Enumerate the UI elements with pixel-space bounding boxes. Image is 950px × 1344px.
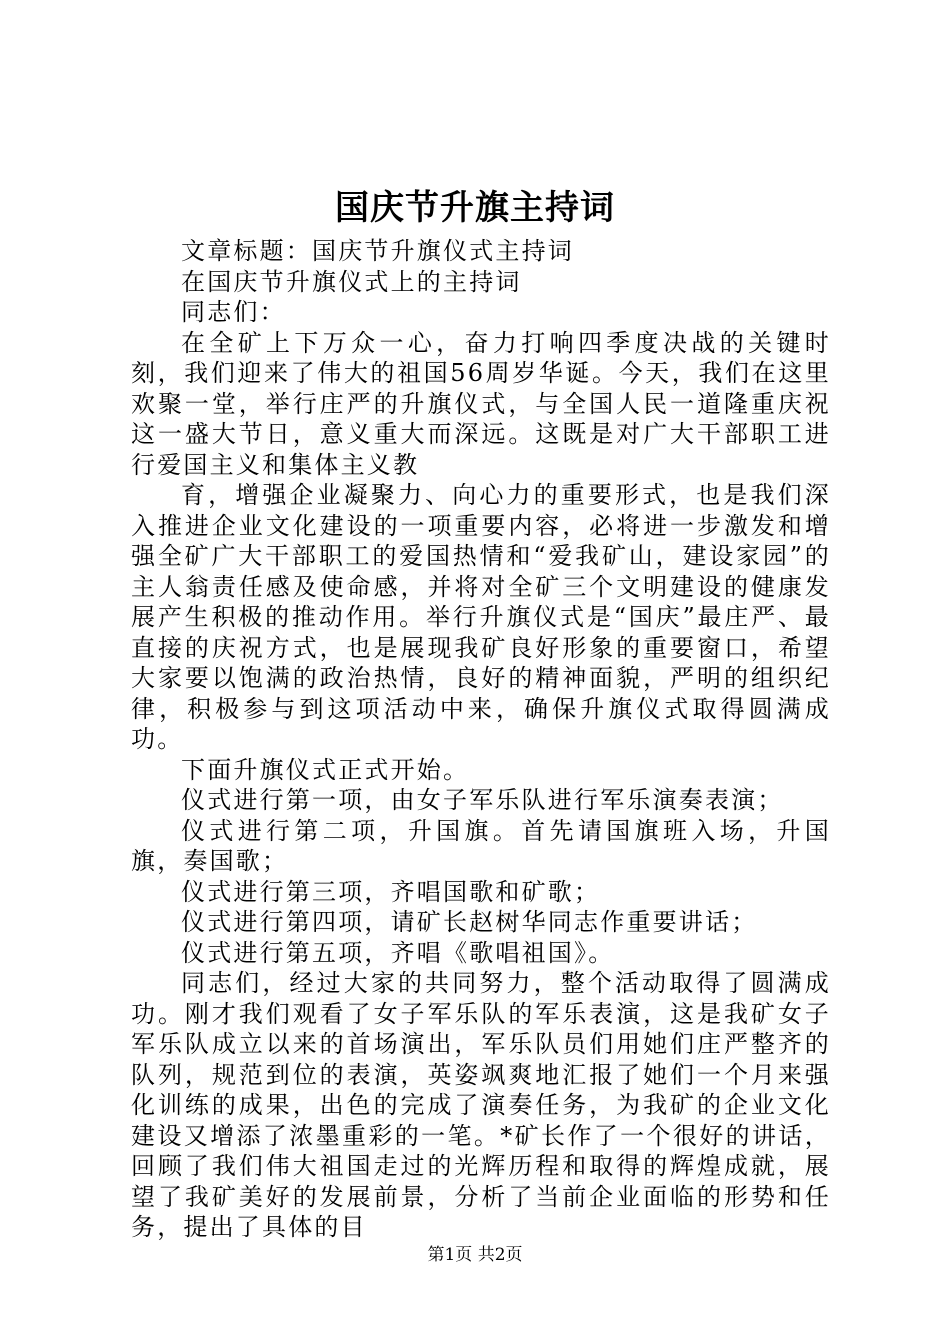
paragraph-ceremony-start: 下面升旗仪式正式开始。 (181, 755, 470, 784)
paragraph-item-4: 仪式进行第四项，请矿长赵树华同志作重要讲话； (181, 908, 758, 936)
paragraph-purpose: 育，增强企业凝聚力、向心力的重要形式，也是我们深入推进企业文化建设的一项重要内容，必将进一步激发和增强全矿广大干部职工的爱国热情和“爱我矿山，建设家园”的主人翁责任感及使命感，并将对全矿三个文明建设的健康发展产生积极的推动作用。举行升旗仪式是“国庆”最庄严、最直接的庆祝方式，也是展现我矿良好形象的重要窗口，希望大家要以饱满的政治热情，良好的精神面貌，严明的组织纪律，积极参与到这项活动中来，确保升旗仪式取得圆满成功。 (131, 481, 831, 753)
paragraph-subtitle: 在国庆节升旗仪式上的主持词 (181, 267, 522, 296)
paragraph-item-1: 仪式进行第一项，由女子军乐队进行军乐演奏表演； (181, 786, 784, 814)
document-body (131, 236, 831, 1243)
paragraph-item-3: 仪式进行第三项，齐唱国歌和矿歌； (181, 877, 601, 906)
paragraph-closing: 同志们，经过大家的共同努力，整个活动取得了圆满成功。刚才我们观看了女子军乐队的军乐表演，这是我矿女子军乐队成立以来的首场演出，军乐队员们用她们庄严整齐的队列，规范到位的表演，英姿飒爽地汇报了她们一个月来强化训练的成果，出色的完成了演奏任务，为我矿的企业文化建设又增添了浓墨重彩的一笔。*矿长作了一个很好的讲话，回顾了我们伟大祖国走过的光辉历程和取得的辉煌成就，展望了我矿美好的发展前景，分析了当前企业面临的形势和任务，提出了具体的目 (131, 969, 831, 1241)
page-footer: 第1页 共2页 (427, 1245, 523, 1265)
paragraph-item-5: 仪式进行第五项，齐唱《歌唱祖国》。 (181, 938, 615, 967)
paragraph-opening: 在全矿上下万众一心，奋力打响四季度决战的关键时刻，我们迎来了伟大的祖国56周岁华诞。今天，我们在这里欢聚一堂，举行庄严的升旗仪式，与全国人民一道隆重庆祝这一盛大节日，意义重大而深远。这既是对广大干部职工进行爱国主义和集体主义教 (131, 328, 831, 479)
paragraph-salutation: 同志们： (181, 298, 286, 326)
paragraph-article-title: 文章标题：国庆节升旗仪式主持词 (181, 237, 574, 265)
paragraph-item-2: 仪式进行第二项，升国旗。首先请国旗班入场，升国旗，奏国歌； (131, 816, 831, 875)
document-title: 国庆节升旗主持词 (335, 188, 615, 228)
